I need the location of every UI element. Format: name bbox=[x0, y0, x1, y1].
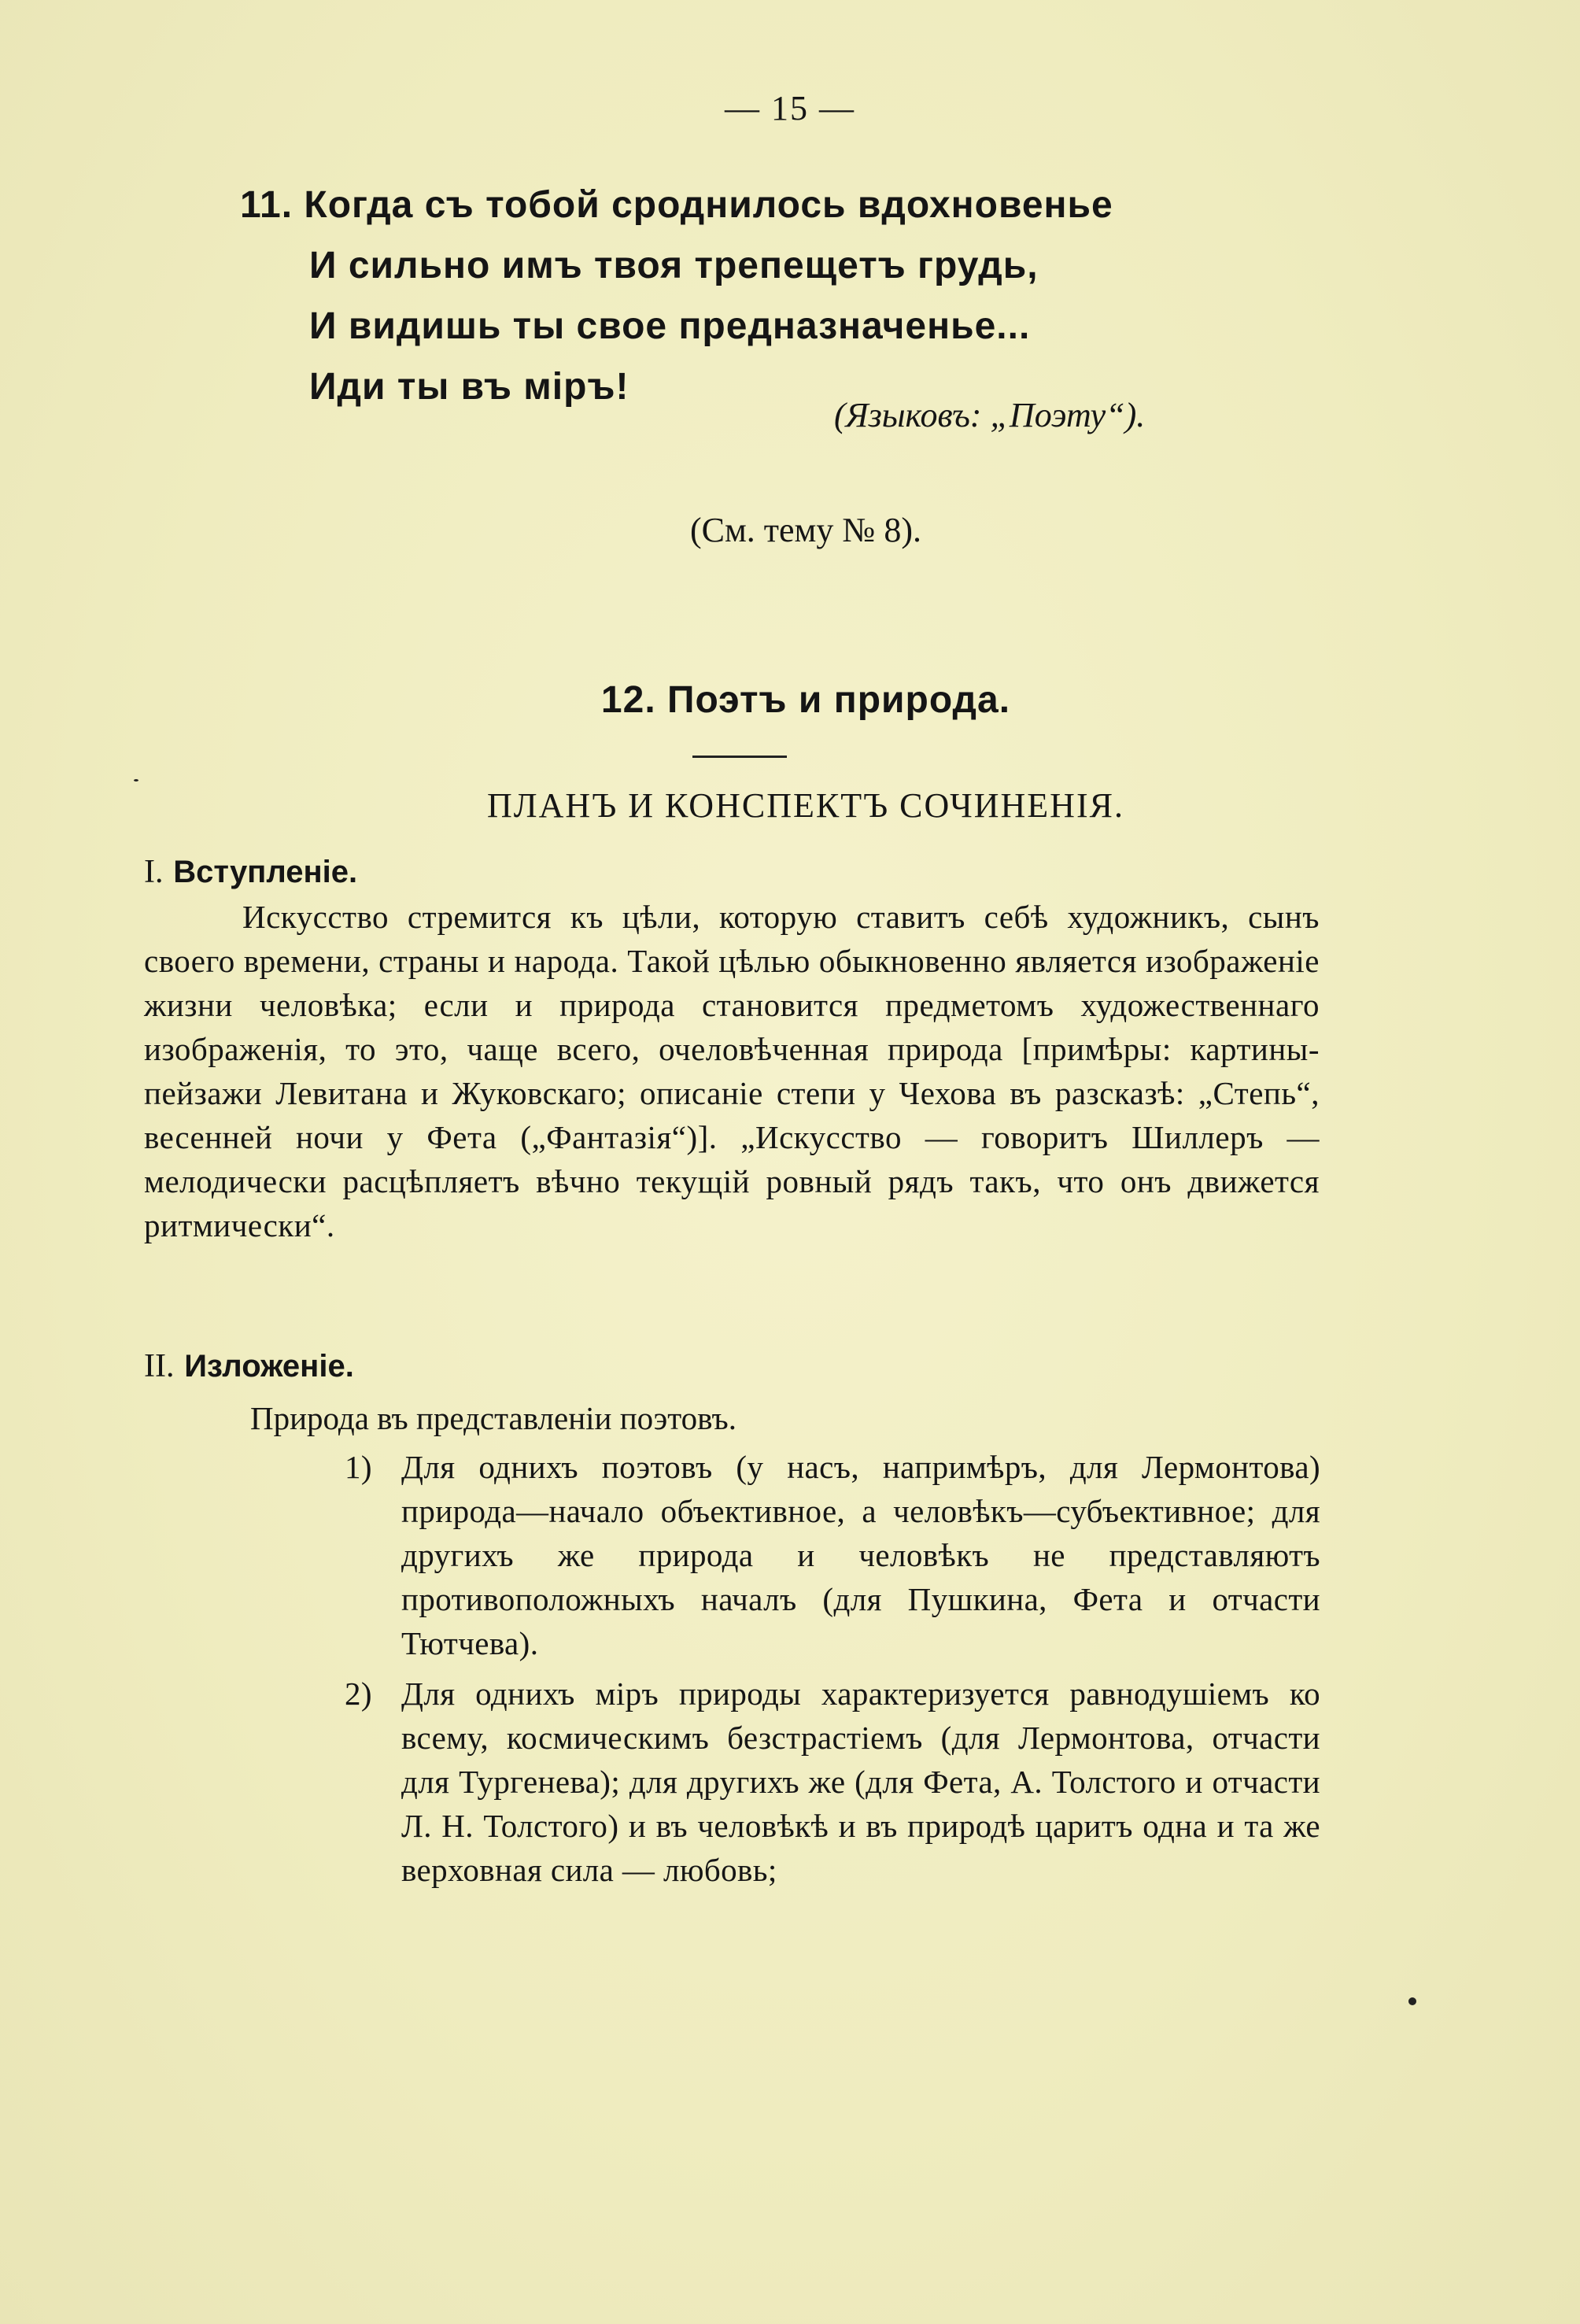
poem-line: И сильно имъ твоя трепещетъ грудь, bbox=[309, 245, 1039, 286]
exposition-label: Изложеніе. bbox=[184, 1349, 354, 1384]
title-divider bbox=[692, 756, 787, 758]
cross-reference: (См. тему № 8). bbox=[689, 511, 922, 549]
exposition-list bbox=[345, 1445, 1320, 1898]
exposition-subhead: Природа въ представленіи поэтовъ. bbox=[250, 1400, 736, 1436]
intro-label: Вступленіе. bbox=[173, 855, 358, 889]
exposition-heading bbox=[144, 1347, 354, 1385]
list-item bbox=[345, 1445, 1320, 1665]
list-item-text: Для однихъ міръ природы характеризуется равнодушіемъ ко всему, космическимъ безстрастіемъ (для Лермонтова, отчасти для Тургенева); для другихъ же (для Фета, А. Толстого и отчасти Л. Н. Толстого) и въ человѣкѣ и въ природѣ царитъ одна и та же верховная сила — любовь; bbox=[401, 1676, 1320, 1888]
list-item-text: Для однихъ поэтовъ (у насъ, напримѣръ, для Лермонтова) природа—начало объективное, а человѣкъ—субъективное; для другихъ же природа и человѣкъ не представляютъ противоположныхъ началъ (для Пушкина, Фета и отчасти Тютчева). bbox=[401, 1449, 1320, 1661]
poem-attribution: (Языковъ: „Поэту“). bbox=[834, 396, 1146, 434]
list-item-number: 1) bbox=[345, 1449, 372, 1485]
poem-line: 11. Когда съ тобой сроднилось вдохновенье bbox=[240, 184, 1113, 226]
intro-numeral: I. bbox=[144, 854, 164, 890]
epigraph-poem bbox=[240, 175, 1113, 417]
poem-line: Иди ты въ міръ! bbox=[309, 366, 629, 408]
section-title: 12. Поэтъ и природа. bbox=[600, 679, 1011, 721]
ink-speck bbox=[134, 779, 138, 781]
plan-heading: ПЛАНЪ И КОНСПЕКТЪ СОЧИНЕНІЯ. bbox=[487, 786, 1124, 825]
exposition-numeral: II. bbox=[144, 1348, 175, 1384]
intro-heading bbox=[144, 853, 357, 891]
list-item bbox=[345, 1672, 1320, 1892]
ink-speck bbox=[1408, 1997, 1416, 2005]
poem-line: И видишь ты свое предназначенье... bbox=[309, 305, 1031, 347]
page-number: — 15 — bbox=[725, 89, 855, 127]
list-item-number: 2) bbox=[345, 1676, 372, 1712]
intro-paragraph bbox=[144, 895, 1320, 1247]
intro-text: Искусство стремится къ цѣли, которую ставитъ себѣ художникъ, сынъ своего времени, страны и народа. Такой цѣлью обыкновенно является изображеніе жизни человѣка; если и природа становится предметомъ художественнаго изображенія, то это, чаще всего, очеловѣченная природа [примѣры: картины-пейзажи Левитана и Жуковскаго; описаніе степи у Чехова въ разсказѣ: „Степь“, весенней ночи у Фета („Фантазія“)]. „Искусство — говоритъ Шиллеръ — мелодически расцѣпляетъ вѣчно текущій ровный рядъ такъ, что онъ движется ритмически“. bbox=[144, 899, 1320, 1243]
